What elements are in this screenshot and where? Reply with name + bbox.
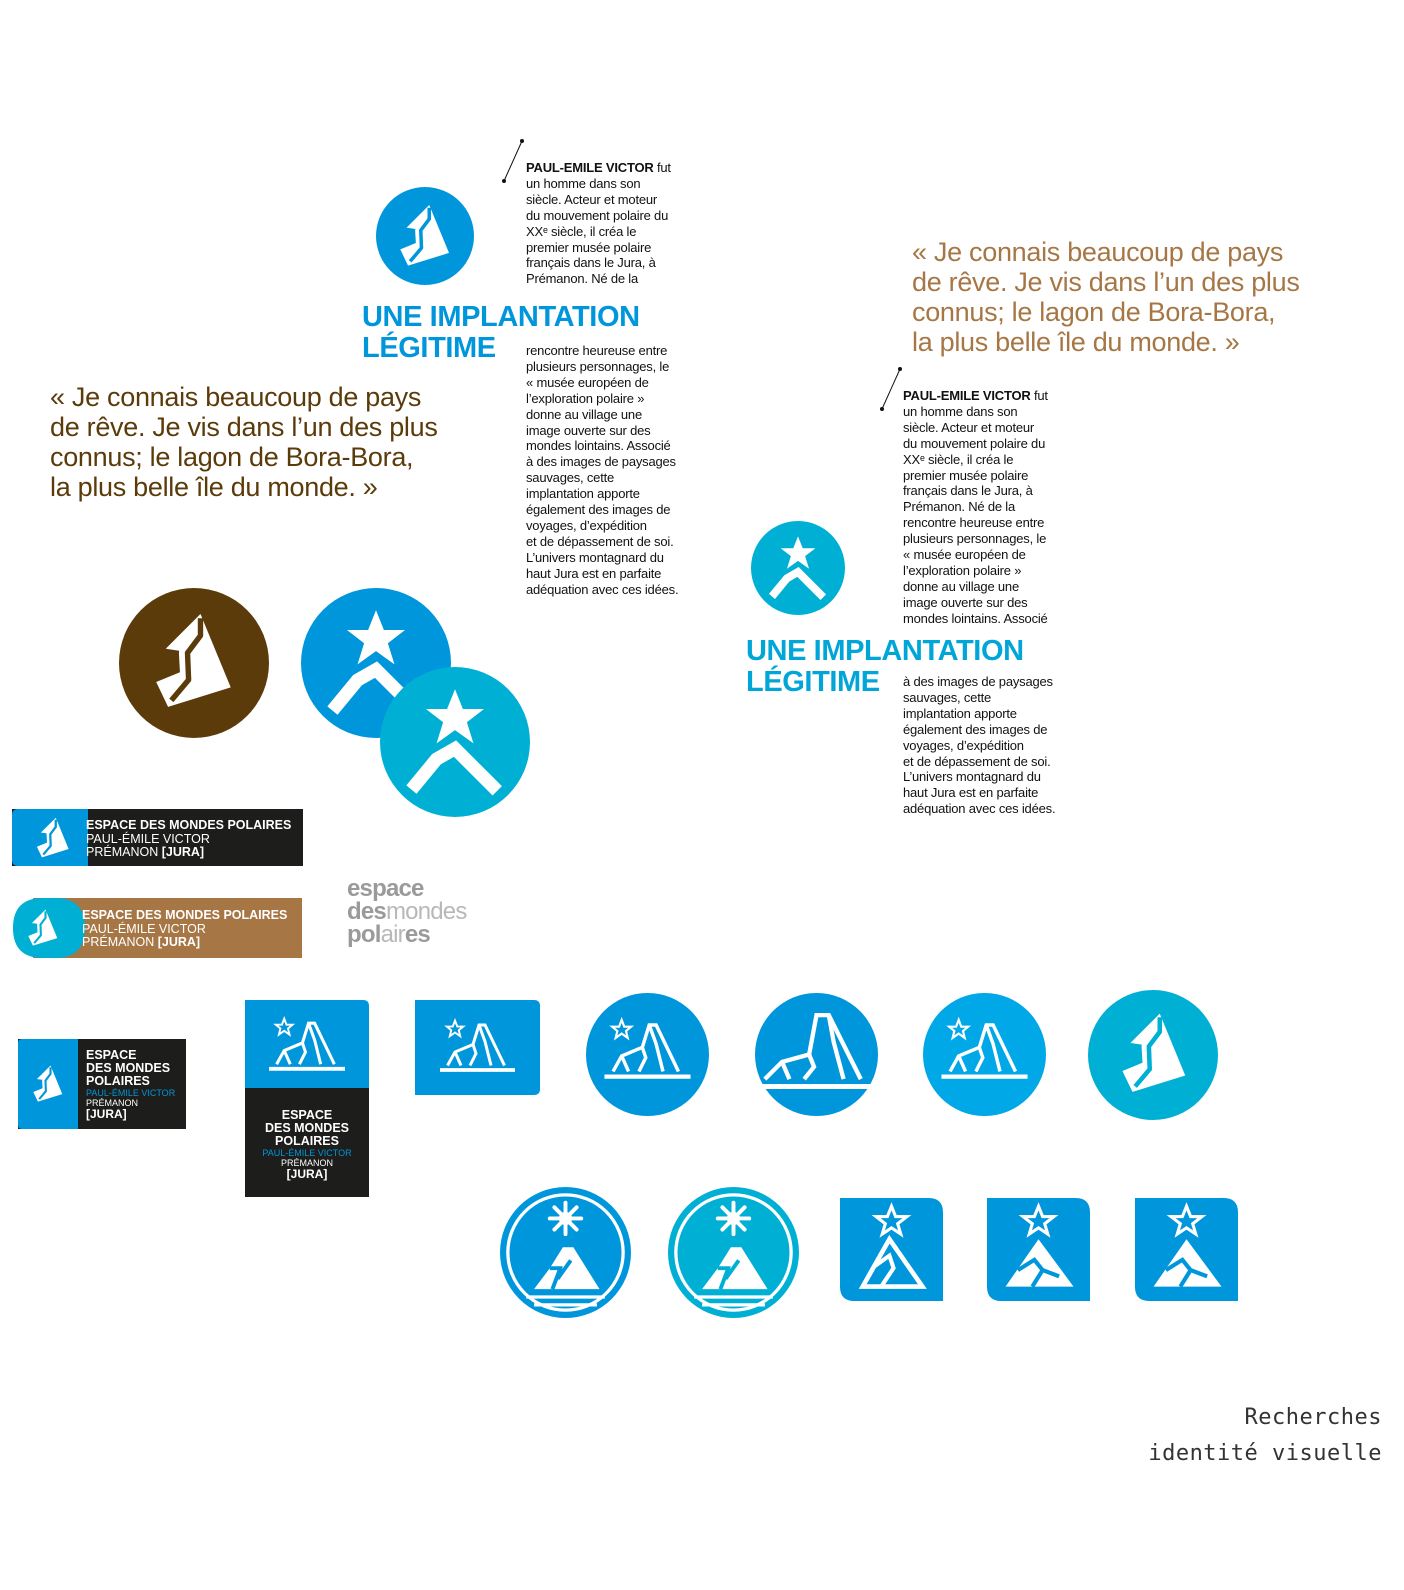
quote-line: « Je connais beaucoup de pays	[50, 382, 422, 412]
star-iceberg-icon	[586, 993, 709, 1116]
text-column-left-b: rencontre heureuse entre plusieurs personnages, le « musée européen de l’exploration polaire » donne au village une image ouverte sur des mondes lointains. Associé à des images de paysages sauvages, cette implantation apporte également des images de voyages, d’expédition et de dépassement de soi. L’univers montagnard du haut Jura est en parfaite adéquation avec ces idées.	[526, 343, 679, 597]
quote-line: connus; le lagon de Bora-Bora,	[50, 442, 414, 472]
text-column-left-a: PAUL-EMILE VICTOR fut un homme dans son siècle. Acteur et moteur du mouvement polaire du XXᵉ siècle, il créa le premier musée polaire français dans le Jura, à Prémanon. Né de la	[526, 160, 671, 287]
iceberg-icon	[119, 588, 269, 738]
snowflake-mountain-icon	[668, 1187, 799, 1318]
caption-line: identité visuelle	[1148, 1441, 1382, 1466]
iceberg-icon	[755, 993, 878, 1116]
banner-place: PRÉMANON [JURA]	[82, 935, 201, 949]
star-mountain-icon	[840, 1198, 943, 1301]
heading-line: UNE IMPLANTATION	[746, 635, 1024, 667]
stacked-text: ESPACE DES MONDES POLAIRES PAUL-ÉMILE VICTOR PRÉMANON [JURA]	[262, 1108, 352, 1181]
star-mountain-icon	[380, 667, 530, 817]
pointer-line	[500, 138, 526, 184]
quote-line: de rêve. Je vis dans l’un des plus	[912, 267, 1300, 297]
iceberg-icon	[376, 187, 474, 285]
quote-line: la plus belle île du monde. »	[50, 472, 378, 502]
pointer-line	[878, 366, 904, 412]
text-lead: PAUL-EMILE VICTOR	[903, 388, 1031, 403]
star-iceberg-icon	[923, 993, 1046, 1116]
banner-title: ESPACE DES MONDES POLAIRES	[82, 908, 288, 922]
banner-title: ESPACE DES MONDES POLAIRES	[86, 818, 292, 832]
banner-text	[82, 909, 287, 950]
star-iceberg-icon	[415, 1000, 540, 1095]
star-mountain-icon	[751, 521, 845, 615]
quote-dark	[50, 382, 438, 502]
quote-line: de rêve. Je vis dans l’un des plus	[50, 412, 438, 442]
text-column-right-b: à des images de paysages sauvages, cette implantation apporte également des images de voyages, d’expédition et de dépassement de soi. L’univers montagnard du haut Jura est en parfaite adéquation avec ces idées.	[903, 674, 1056, 817]
banner-name: PAUL-ÉMILE VICTOR	[86, 831, 210, 846]
heading-line: UNE IMPLANTATION	[362, 301, 640, 333]
quote-line: connus; le lagon de Bora-Bora,	[912, 297, 1276, 327]
banner-name: PAUL-ÉMILE VICTOR	[82, 921, 206, 936]
star-mountain-icon	[987, 1198, 1090, 1301]
iceberg-icon	[1088, 990, 1218, 1120]
banner-place: PRÉMANON [JURA]	[86, 845, 205, 859]
quote-line: la plus belle île du monde. »	[912, 327, 1240, 357]
stacked-text: ESPACE DES MONDES POLAIRES PAUL-ÉMILE VICTOR PRÉMANON [JURA]	[86, 1048, 176, 1121]
quote-line: « Je connais beaucoup de pays	[912, 237, 1284, 267]
star-mountain-icon	[1135, 1198, 1238, 1301]
caption-line: Recherches	[1244, 1405, 1382, 1430]
snowflake-mountain-icon	[500, 1187, 631, 1318]
quote-light	[912, 237, 1300, 357]
wordmark: espace desmondes polaires	[347, 875, 467, 948]
heading-line: LÉGITIME	[746, 666, 880, 698]
page-caption	[1148, 1400, 1382, 1472]
text-column-right-a: PAUL-EMILE VICTOR fut un homme dans son siècle. Acteur et moteur du mouvement polaire du XXᵉ siècle, il créa le premier musée polaire français dans le Jura, à Prémanon. Né de la rencontre heureuse entre plusieurs personnages, le « musée européen de l’exploration polaire » donne au village une image ouverte sur des mondes lointains. Associé	[903, 388, 1048, 626]
heading-line: LÉGITIME	[362, 332, 496, 364]
banner-text	[86, 819, 291, 860]
text-lead: PAUL-EMILE VICTOR	[526, 160, 654, 175]
